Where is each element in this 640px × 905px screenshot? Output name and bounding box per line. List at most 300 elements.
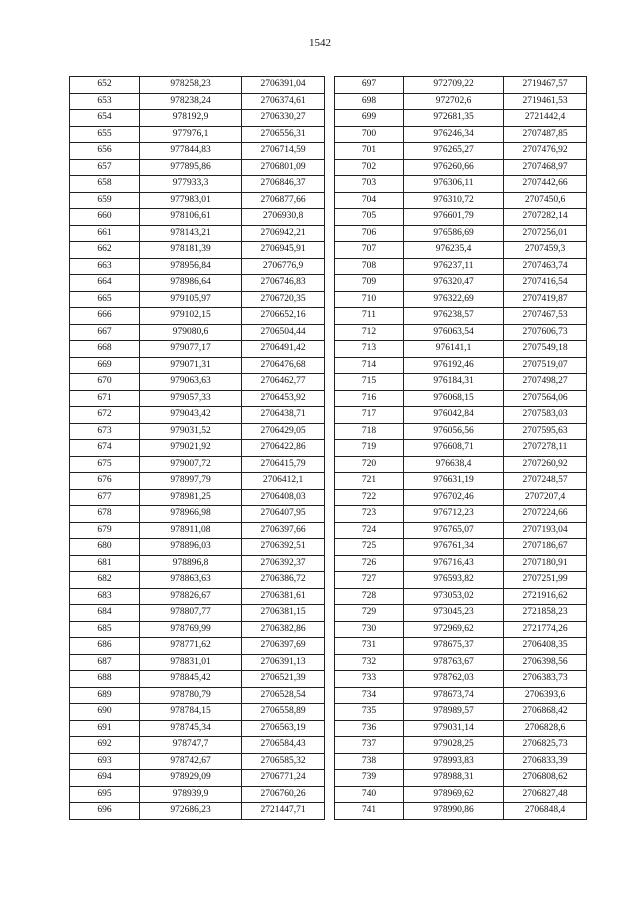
x-coordinate-cell: 972686,23 [140, 803, 242, 820]
y-coordinate-cell: 2707416,54 [504, 275, 587, 292]
x-coordinate-cell: 972709,22 [404, 77, 504, 94]
table-row [70, 654, 325, 671]
point-number-cell: 688 [70, 671, 140, 688]
x-coordinate-cell: 978863,63 [140, 572, 242, 589]
table-row [335, 671, 587, 688]
table-row [335, 324, 587, 341]
x-coordinate-cell: 976586,69 [404, 225, 504, 242]
table-row [70, 605, 325, 622]
x-coordinate-cell: 978762,03 [404, 671, 504, 688]
x-coordinate-cell: 976237,11 [404, 258, 504, 275]
x-coordinate-cell: 978771,62 [140, 638, 242, 655]
table-row [335, 555, 587, 572]
table-row [70, 324, 325, 341]
point-number-cell: 689 [70, 687, 140, 704]
table-row [70, 539, 325, 556]
y-coordinate-cell: 2707468,97 [504, 159, 587, 176]
table-row [335, 704, 587, 721]
table-row [70, 456, 325, 473]
table-row [70, 407, 325, 424]
x-coordinate-cell: 978966,98 [140, 506, 242, 523]
table-row [335, 275, 587, 292]
point-number-cell: 732 [335, 654, 404, 671]
y-coordinate-cell: 2707450,6 [504, 192, 587, 209]
y-coordinate-cell: 2706771,24 [242, 770, 325, 787]
table-row [335, 654, 587, 671]
x-coordinate-cell: 973045,23 [404, 605, 504, 622]
y-coordinate-cell: 2706397,66 [242, 522, 325, 539]
y-coordinate-cell: 2706585,32 [242, 753, 325, 770]
y-coordinate-cell: 2707256,01 [504, 225, 587, 242]
x-coordinate-cell: 977844,83 [140, 143, 242, 160]
x-coordinate-cell: 976631,19 [404, 473, 504, 490]
point-number-cell: 661 [70, 225, 140, 242]
x-coordinate-cell: 976593,82 [404, 572, 504, 589]
y-coordinate-cell: 2706942,21 [242, 225, 325, 242]
table-row [335, 737, 587, 754]
x-coordinate-cell: 979080,6 [140, 324, 242, 341]
table-row [70, 93, 325, 110]
table-row [335, 126, 587, 143]
y-coordinate-cell: 2706412,1 [242, 473, 325, 490]
table-row [70, 374, 325, 391]
point-number-cell: 681 [70, 555, 140, 572]
y-coordinate-cell: 2707180,91 [504, 555, 587, 572]
table-row [70, 159, 325, 176]
x-coordinate-cell: 979031,14 [404, 720, 504, 737]
point-number-cell: 698 [335, 93, 404, 110]
y-coordinate-cell: 2706383,73 [504, 671, 587, 688]
y-coordinate-cell: 2706801,09 [242, 159, 325, 176]
y-coordinate-cell: 2706491,42 [242, 341, 325, 358]
x-coordinate-cell: 976184,31 [404, 374, 504, 391]
point-number-cell: 686 [70, 638, 140, 655]
point-number-cell: 693 [70, 753, 140, 770]
point-number-cell: 662 [70, 242, 140, 259]
table-row [335, 225, 587, 242]
point-number-cell: 652 [70, 77, 140, 94]
table-row [70, 258, 325, 275]
y-coordinate-cell: 2707498,27 [504, 374, 587, 391]
x-coordinate-cell: 977933,3 [140, 176, 242, 193]
x-coordinate-cell: 978673,74 [404, 687, 504, 704]
table-row [70, 308, 325, 325]
point-number-cell: 654 [70, 110, 140, 127]
x-coordinate-cell: 978106,61 [140, 209, 242, 226]
y-coordinate-cell: 2706760,26 [242, 786, 325, 803]
point-number-cell: 675 [70, 456, 140, 473]
point-number-cell: 741 [335, 803, 404, 820]
point-number-cell: 666 [70, 308, 140, 325]
point-number-cell: 668 [70, 341, 140, 358]
table-row [335, 423, 587, 440]
table-row [70, 687, 325, 704]
x-coordinate-cell: 979105,97 [140, 291, 242, 308]
table-row [70, 275, 325, 292]
x-coordinate-cell: 976246,34 [404, 126, 504, 143]
x-coordinate-cell: 976141,1 [404, 341, 504, 358]
point-number-cell: 722 [335, 489, 404, 506]
point-number-cell: 673 [70, 423, 140, 440]
point-number-cell: 684 [70, 605, 140, 622]
x-coordinate-cell: 972702,6 [404, 93, 504, 110]
point-number-cell: 734 [335, 687, 404, 704]
point-number-cell: 685 [70, 621, 140, 638]
point-number-cell: 664 [70, 275, 140, 292]
x-coordinate-cell: 976608,71 [404, 440, 504, 457]
x-coordinate-cell: 978981,25 [140, 489, 242, 506]
x-coordinate-cell: 978192,9 [140, 110, 242, 127]
point-number-cell: 702 [335, 159, 404, 176]
x-coordinate-cell: 978747,7 [140, 737, 242, 754]
x-coordinate-cell: 978845,42 [140, 671, 242, 688]
table-row [335, 407, 587, 424]
point-number-cell: 714 [335, 357, 404, 374]
x-coordinate-cell: 979007,72 [140, 456, 242, 473]
x-coordinate-cell: 976320,47 [404, 275, 504, 292]
x-coordinate-cell: 976056,56 [404, 423, 504, 440]
point-number-cell: 678 [70, 506, 140, 523]
point-number-cell: 725 [335, 539, 404, 556]
table-row [335, 308, 587, 325]
y-coordinate-cell: 2707583,03 [504, 407, 587, 424]
point-number-cell: 671 [70, 390, 140, 407]
y-coordinate-cell: 2707606,73 [504, 324, 587, 341]
y-coordinate-cell: 2706558,89 [242, 704, 325, 721]
table-row [335, 242, 587, 259]
x-coordinate-cell: 979057,33 [140, 390, 242, 407]
point-number-cell: 692 [70, 737, 140, 754]
point-number-cell: 699 [335, 110, 404, 127]
x-coordinate-cell: 978911,08 [140, 522, 242, 539]
y-coordinate-cell: 2706381,15 [242, 605, 325, 622]
point-number-cell: 726 [335, 555, 404, 572]
point-number-cell: 697 [335, 77, 404, 94]
y-coordinate-cell: 2706392,37 [242, 555, 325, 572]
x-coordinate-cell: 976638,4 [404, 456, 504, 473]
point-number-cell: 655 [70, 126, 140, 143]
point-number-cell: 676 [70, 473, 140, 490]
x-coordinate-cell: 978143,21 [140, 225, 242, 242]
x-coordinate-cell: 978989,57 [404, 704, 504, 721]
x-coordinate-cell: 979071,31 [140, 357, 242, 374]
table-row [70, 291, 325, 308]
y-coordinate-cell: 2706868,42 [504, 704, 587, 721]
y-coordinate-cell: 2706330,27 [242, 110, 325, 127]
y-coordinate-cell: 2706422,86 [242, 440, 325, 457]
table-row [335, 291, 587, 308]
x-coordinate-cell: 978997,79 [140, 473, 242, 490]
y-coordinate-cell: 2706476,68 [242, 357, 325, 374]
table-row [70, 753, 325, 770]
table-row [335, 456, 587, 473]
table-row [70, 803, 325, 820]
x-coordinate-cell: 979021,92 [140, 440, 242, 457]
point-number-cell: 723 [335, 506, 404, 523]
x-coordinate-cell: 978745,34 [140, 720, 242, 737]
point-number-cell: 701 [335, 143, 404, 160]
y-coordinate-cell: 2707487,85 [504, 126, 587, 143]
table-row [335, 77, 587, 94]
y-coordinate-cell: 2706776,9 [242, 258, 325, 275]
table-row [335, 192, 587, 209]
y-coordinate-cell: 2706408,03 [242, 489, 325, 506]
x-coordinate-cell: 978238,24 [140, 93, 242, 110]
point-number-cell: 687 [70, 654, 140, 671]
y-coordinate-cell: 2707207,4 [504, 489, 587, 506]
point-number-cell: 727 [335, 572, 404, 589]
table-row [335, 489, 587, 506]
y-coordinate-cell: 2707459,3 [504, 242, 587, 259]
y-coordinate-cell: 2706438,71 [242, 407, 325, 424]
table-row [335, 473, 587, 490]
point-number-cell: 667 [70, 324, 140, 341]
table-row [335, 506, 587, 523]
table-row [70, 357, 325, 374]
point-number-cell: 677 [70, 489, 140, 506]
point-number-cell: 657 [70, 159, 140, 176]
point-number-cell: 728 [335, 588, 404, 605]
y-coordinate-cell: 2706392,51 [242, 539, 325, 556]
x-coordinate-cell: 976601,79 [404, 209, 504, 226]
point-number-cell: 690 [70, 704, 140, 721]
y-coordinate-cell: 2707595,63 [504, 423, 587, 440]
table-row [70, 242, 325, 259]
table-row [335, 588, 587, 605]
x-coordinate-cell: 976322,69 [404, 291, 504, 308]
coordinates-table-left [69, 76, 325, 820]
point-number-cell: 680 [70, 539, 140, 556]
point-number-cell: 733 [335, 671, 404, 688]
y-coordinate-cell: 2706827,48 [504, 786, 587, 803]
y-coordinate-cell: 2706714,59 [242, 143, 325, 160]
x-coordinate-cell: 978780,79 [140, 687, 242, 704]
table-row [335, 605, 587, 622]
table-row [335, 341, 587, 358]
table-row [335, 176, 587, 193]
y-coordinate-cell: 2706429,05 [242, 423, 325, 440]
point-number-cell: 700 [335, 126, 404, 143]
table-row [335, 440, 587, 457]
table-row [335, 143, 587, 160]
x-coordinate-cell: 976192,46 [404, 357, 504, 374]
table-row [335, 572, 587, 589]
y-coordinate-cell: 2706391,13 [242, 654, 325, 671]
y-coordinate-cell: 2706848,4 [504, 803, 587, 820]
point-number-cell: 737 [335, 737, 404, 754]
table-row [70, 522, 325, 539]
x-coordinate-cell: 978769,99 [140, 621, 242, 638]
x-coordinate-cell: 976235,4 [404, 242, 504, 259]
x-coordinate-cell: 976265,27 [404, 143, 504, 160]
y-coordinate-cell: 2706930,8 [242, 209, 325, 226]
point-number-cell: 695 [70, 786, 140, 803]
y-coordinate-cell: 2721774,26 [504, 621, 587, 638]
x-coordinate-cell: 978258,23 [140, 77, 242, 94]
y-coordinate-cell: 2706397,69 [242, 638, 325, 655]
y-coordinate-cell: 2706504,44 [242, 324, 325, 341]
point-number-cell: 691 [70, 720, 140, 737]
x-coordinate-cell: 978993,83 [404, 753, 504, 770]
y-coordinate-cell: 2707564,06 [504, 390, 587, 407]
point-number-cell: 729 [335, 605, 404, 622]
point-number-cell: 713 [335, 341, 404, 358]
y-coordinate-cell: 2719467,57 [504, 77, 587, 94]
table-row [335, 638, 587, 655]
table-row [70, 192, 325, 209]
x-coordinate-cell: 978807,77 [140, 605, 242, 622]
y-coordinate-cell: 2706828,6 [504, 720, 587, 737]
y-coordinate-cell: 2707419,87 [504, 291, 587, 308]
y-coordinate-cell: 2719461,53 [504, 93, 587, 110]
coordinates-table-right [334, 76, 587, 820]
x-coordinate-cell: 979028,25 [404, 737, 504, 754]
y-coordinate-cell: 2706374,61 [242, 93, 325, 110]
point-number-cell: 738 [335, 753, 404, 770]
x-coordinate-cell: 979063,63 [140, 374, 242, 391]
y-coordinate-cell: 2706521,39 [242, 671, 325, 688]
y-coordinate-cell: 2706945,91 [242, 242, 325, 259]
y-coordinate-cell: 2707476,92 [504, 143, 587, 160]
table-row [335, 390, 587, 407]
y-coordinate-cell: 2706746,83 [242, 275, 325, 292]
y-coordinate-cell: 2706398,56 [504, 654, 587, 671]
table-row [70, 572, 325, 589]
point-number-cell: 717 [335, 407, 404, 424]
point-number-cell: 694 [70, 770, 140, 787]
point-number-cell: 710 [335, 291, 404, 308]
table-row [335, 110, 587, 127]
point-number-cell: 683 [70, 588, 140, 605]
y-coordinate-cell: 2706382,86 [242, 621, 325, 638]
y-coordinate-cell: 2707282,14 [504, 209, 587, 226]
y-coordinate-cell: 2706846,37 [242, 176, 325, 193]
point-number-cell: 715 [335, 374, 404, 391]
x-coordinate-cell: 978990,86 [404, 803, 504, 820]
page-number: 1542 [309, 37, 331, 49]
y-coordinate-cell: 2707251,99 [504, 572, 587, 589]
y-coordinate-cell: 2707467,53 [504, 308, 587, 325]
y-coordinate-cell: 2706528,54 [242, 687, 325, 704]
table-row [70, 209, 325, 226]
table-row [70, 720, 325, 737]
y-coordinate-cell: 2706386,72 [242, 572, 325, 589]
point-number-cell: 707 [335, 242, 404, 259]
point-number-cell: 663 [70, 258, 140, 275]
table-row [70, 390, 325, 407]
table-row [70, 77, 325, 94]
y-coordinate-cell: 2707519,07 [504, 357, 587, 374]
point-number-cell: 658 [70, 176, 140, 193]
table-row [70, 506, 325, 523]
table-body-right [335, 77, 587, 820]
table-row [70, 638, 325, 655]
point-number-cell: 720 [335, 456, 404, 473]
y-coordinate-cell: 2706720,35 [242, 291, 325, 308]
table-row [70, 704, 325, 721]
x-coordinate-cell: 972969,62 [404, 621, 504, 638]
table-row [70, 143, 325, 160]
point-number-cell: 721 [335, 473, 404, 490]
table-row [70, 671, 325, 688]
y-coordinate-cell: 2706877,66 [242, 192, 325, 209]
y-coordinate-cell: 2707442,66 [504, 176, 587, 193]
y-coordinate-cell: 2706556,31 [242, 126, 325, 143]
y-coordinate-cell: 2706825,73 [504, 737, 587, 754]
table-row [70, 423, 325, 440]
point-number-cell: 653 [70, 93, 140, 110]
x-coordinate-cell: 976765,07 [404, 522, 504, 539]
table-row [335, 159, 587, 176]
point-number-cell: 682 [70, 572, 140, 589]
x-coordinate-cell: 976238,57 [404, 308, 504, 325]
x-coordinate-cell: 978763,67 [404, 654, 504, 671]
y-coordinate-cell: 2707549,18 [504, 341, 587, 358]
table-row [70, 770, 325, 787]
point-number-cell: 665 [70, 291, 140, 308]
x-coordinate-cell: 976063,54 [404, 324, 504, 341]
x-coordinate-cell: 979031,52 [140, 423, 242, 440]
y-coordinate-cell: 2706584,43 [242, 737, 325, 754]
point-number-cell: 724 [335, 522, 404, 539]
x-coordinate-cell: 978675,37 [404, 638, 504, 655]
x-coordinate-cell: 976042,84 [404, 407, 504, 424]
point-number-cell: 708 [335, 258, 404, 275]
point-number-cell: 736 [335, 720, 404, 737]
table-row [70, 588, 325, 605]
x-coordinate-cell: 976260,66 [404, 159, 504, 176]
x-coordinate-cell: 978896,8 [140, 555, 242, 572]
table-row [335, 770, 587, 787]
y-coordinate-cell: 2706391,04 [242, 77, 325, 94]
table-row [70, 489, 325, 506]
point-number-cell: 656 [70, 143, 140, 160]
y-coordinate-cell: 2707278,11 [504, 440, 587, 457]
y-coordinate-cell: 2707463,74 [504, 258, 587, 275]
point-number-cell: 672 [70, 407, 140, 424]
x-coordinate-cell: 979043,42 [140, 407, 242, 424]
x-coordinate-cell: 978784,15 [140, 704, 242, 721]
x-coordinate-cell: 978986,64 [140, 275, 242, 292]
table-row [70, 225, 325, 242]
table-row [335, 720, 587, 737]
table-row [335, 374, 587, 391]
x-coordinate-cell: 976306,11 [404, 176, 504, 193]
point-number-cell: 670 [70, 374, 140, 391]
y-coordinate-cell: 2706453,92 [242, 390, 325, 407]
x-coordinate-cell: 973053,02 [404, 588, 504, 605]
point-number-cell: 705 [335, 209, 404, 226]
table-row [335, 357, 587, 374]
x-coordinate-cell: 978742,67 [140, 753, 242, 770]
table-row [70, 473, 325, 490]
table-row [70, 126, 325, 143]
y-coordinate-cell: 2721916,62 [504, 588, 587, 605]
point-number-cell: 679 [70, 522, 140, 539]
x-coordinate-cell: 978896,03 [140, 539, 242, 556]
y-coordinate-cell: 2706652,16 [242, 308, 325, 325]
y-coordinate-cell: 2707193,04 [504, 522, 587, 539]
point-number-cell: 703 [335, 176, 404, 193]
point-number-cell: 696 [70, 803, 140, 820]
point-number-cell: 709 [335, 275, 404, 292]
y-coordinate-cell: 2706808,62 [504, 770, 587, 787]
table-row [70, 341, 325, 358]
point-number-cell: 706 [335, 225, 404, 242]
point-number-cell: 712 [335, 324, 404, 341]
table-row [70, 621, 325, 638]
table-row [70, 110, 325, 127]
